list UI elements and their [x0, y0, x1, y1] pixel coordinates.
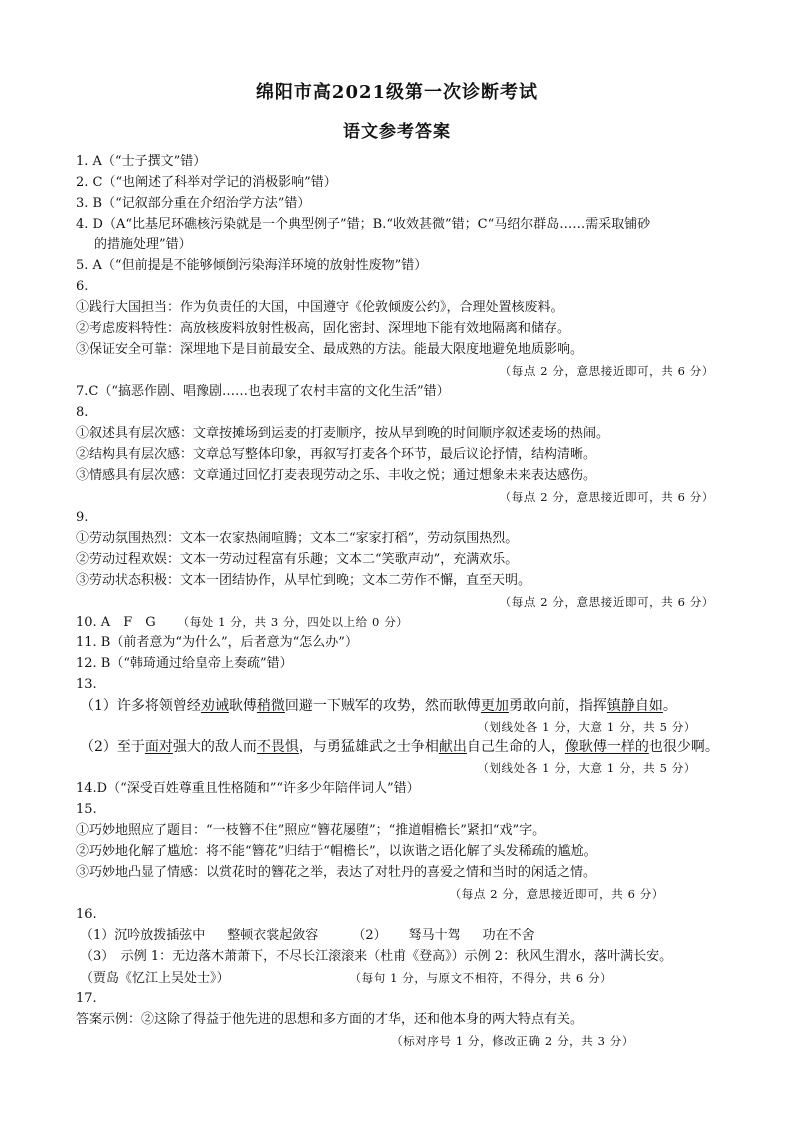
- answer-6-point-2: ②考虑废料特性：高放核废料放射性极高，固化密封、深埋地下能有效地隔离和储存。: [76, 321, 571, 336]
- answer-6-scoring: （每点 2 分，意思接近即可，共 6 分）: [499, 364, 714, 378]
- text-segment: 自己生命的人，: [466, 739, 565, 755]
- answer-9-point-2: ②劳动过程欢娱：文本一劳动过程富有乐趣；文本二“笑歌声动”，充满欢乐。: [76, 552, 519, 567]
- answer-4-line-2: 的措施处理”错）: [94, 237, 192, 252]
- text-segment: 也很少啊。: [648, 739, 719, 755]
- page-title: 绵阳市高2021级第一次诊断考试: [255, 82, 539, 103]
- underlined-keyword: 不畏惧: [256, 739, 299, 755]
- answer-6-point-1: ①践行大国担当：作为负责任的大国，中国遵守《伦敦倾废公约》，合理处置核废料。: [76, 300, 564, 315]
- underlined-keyword: 镇静自如: [606, 698, 663, 714]
- answer-13-number: 13.: [76, 677, 97, 692]
- underlined-keyword: 面对: [144, 739, 173, 755]
- answer-8-point-3: ③情感具有层次感：文章通过回忆打麦表现劳动之乐、丰收之悦；通过想象未来表达感伤。: [76, 468, 597, 483]
- answer-9-point-1: ①劳动氛围热烈：文本一农家热闹喧腾；文本二“家家打稻”，劳动氛围热烈。: [76, 531, 519, 546]
- text-segment: （1）许多将领曾经: [80, 698, 201, 714]
- answer-1: 1. A（“士子撰文”错）: [76, 154, 207, 169]
- quote-line: 整顿衣裳起敛容: [227, 928, 319, 943]
- quote-line: 沉吟放拨插弦中: [114, 928, 206, 943]
- answer-8-number: 8.: [76, 405, 89, 420]
- answer-17-scoring: （标对序号 1 分，修改正确 2 分，共 3 分）: [391, 1034, 634, 1048]
- answer-13-translation-2: [80, 737, 720, 757]
- answer-8-point-1: ①叙述具有层次感：文章按摊场到运麦的打麦顺序，按从早到晚的时间顺序叙述麦场的热闹。: [76, 426, 610, 441]
- answer-16-number: 16.: [76, 907, 97, 922]
- answer-15-scoring: （每点 2 分，意思接近即可，共 6 分）: [449, 887, 664, 901]
- text-segment: 强大的敌人而: [172, 739, 257, 755]
- underlined-keyword: 献出: [438, 739, 467, 755]
- answer-14: 14.D（“深受百姓尊重且性格随和”“许多少年陪伴词人”错）: [76, 781, 420, 796]
- underlined-keyword: 稍微: [256, 698, 285, 714]
- page-subtitle: 语文参考答案: [343, 122, 451, 142]
- answer-9-scoring: （每点 2 分，意思接近即可，共 6 分）: [499, 595, 714, 609]
- answer-9-point-3: ③劳动状态积极：文本一团结协作，从早忙到晚；文本二劳作不懈，直至天明。: [76, 573, 532, 588]
- answer-10-choices: 10. A F G: [76, 615, 156, 630]
- answer-16-part-3: （3） 示例 1：无边落木萧萧下，不尽长江滚滚来（杜甫《登高》）示例 2：秋风生渭水，落叶满长安。: [80, 949, 673, 964]
- underlined-keyword: 像耿傅一样的: [564, 739, 649, 755]
- text-segment: 勇敢向前，指挥: [508, 698, 607, 714]
- text-segment: 回避一下贼军的攻势，然而耿傅: [284, 698, 481, 714]
- answer-4-line-1: 4. D（A“比基尼环礁核污染就是一个典型例子”错；B.“收效甚微”错；C“马绍尔群岛……需采取铺砂: [76, 217, 651, 232]
- answer-16-part-3-source: [80, 968, 720, 989]
- part-number: （1）: [80, 928, 115, 943]
- text-segment: 。: [662, 698, 677, 714]
- answer-13-1-scoring: （划线处各 1 分，大意 1 分，共 5 分）: [477, 720, 696, 734]
- source-citation: （贾岛《忆江上吴处士》）: [80, 971, 230, 986]
- answer-15-point-1: ①巧妙地照应了题目：“一枝簪不住”照应“簪花屡堕”；“推道帽檐长”紧扣“戏”字。: [76, 823, 546, 838]
- quote-line: 驽马十驾: [408, 928, 461, 943]
- text-segment: （2）至于: [80, 739, 145, 755]
- answer-17-number: 17.: [76, 991, 97, 1006]
- answer-16-scoring: （每句 1 分，与原文不相符，不得分，共 6 分）: [349, 971, 613, 985]
- answer-11: 11. B（前者意为“为什么”，后者意为“怎么办”）: [76, 635, 358, 650]
- answer-12: 12. B（“韩琦通过给皇帝上奏疏”错）: [76, 656, 293, 671]
- part-number: （2）: [352, 928, 387, 943]
- underlined-keyword: 劝诫: [200, 698, 229, 714]
- answer-6-number: 6.: [76, 279, 89, 294]
- answer-3: 3. B（“记叙部分重在介绍治学方法”错）: [76, 196, 311, 211]
- answer-7: 7.C（“搞恶作剧、唱豫剧……也表现了农村丰富的文化生活”错）: [76, 384, 450, 399]
- answer-17-example: 答案示例：②这除了得益于他先进的思想和多方面的才华，还和他本身的两大特点有关。: [76, 1012, 584, 1027]
- answer-10-scoring: （每处 1 分，共 3 分，四处以上给 0 分）: [177, 615, 409, 629]
- text-segment: ，与勇猛雄武之士争相: [298, 739, 439, 755]
- answer-2: 2. C（“也阐述了科举对学记的消极影响”错）: [76, 175, 337, 190]
- answer-13-2-scoring: （划线处各 1 分，大意 1 分，共 5 分）: [477, 761, 696, 775]
- answer-13-translation-1: [80, 696, 720, 716]
- answer-15-point-2: ②巧妙地化解了尴尬：将不能“簪花”归结于“帽檐长”，以诙谐之语化解了头发稀疏的尴尬。: [76, 844, 597, 859]
- answer-8-point-2: ②结构具有层次感：文章总写整体印象，再叙写打麦各个环节，最后议论抒情，结构清晰。: [76, 447, 597, 462]
- text-segment: 耿傅: [228, 698, 257, 714]
- answer-8-scoring: （每点 2 分，意思接近即可，共 6 分）: [499, 490, 714, 504]
- answer-9-number: 9.: [76, 510, 89, 525]
- quote-line: 功在不舍: [482, 928, 535, 943]
- answer-15-point-3: ③巧妙地凸显了情感：以赏花时的簪花之举，表达了对牡丹的喜爱之情和当时的闲适之情。: [76, 865, 597, 880]
- answer-15-number: 15.: [76, 802, 97, 817]
- answer-10: [76, 612, 716, 633]
- answer-16-part-1-2: [80, 926, 720, 946]
- underlined-keyword: 更加: [480, 698, 509, 714]
- answer-6-point-3: ③保证安全可靠：深埋地下是目前最安全、最成熟的方法。能最大限度地避免地质影响。: [76, 342, 584, 357]
- answer-5: 5. A（“但前提是不能够倾倒污染海洋环境的放射性废物”错）: [76, 258, 428, 273]
